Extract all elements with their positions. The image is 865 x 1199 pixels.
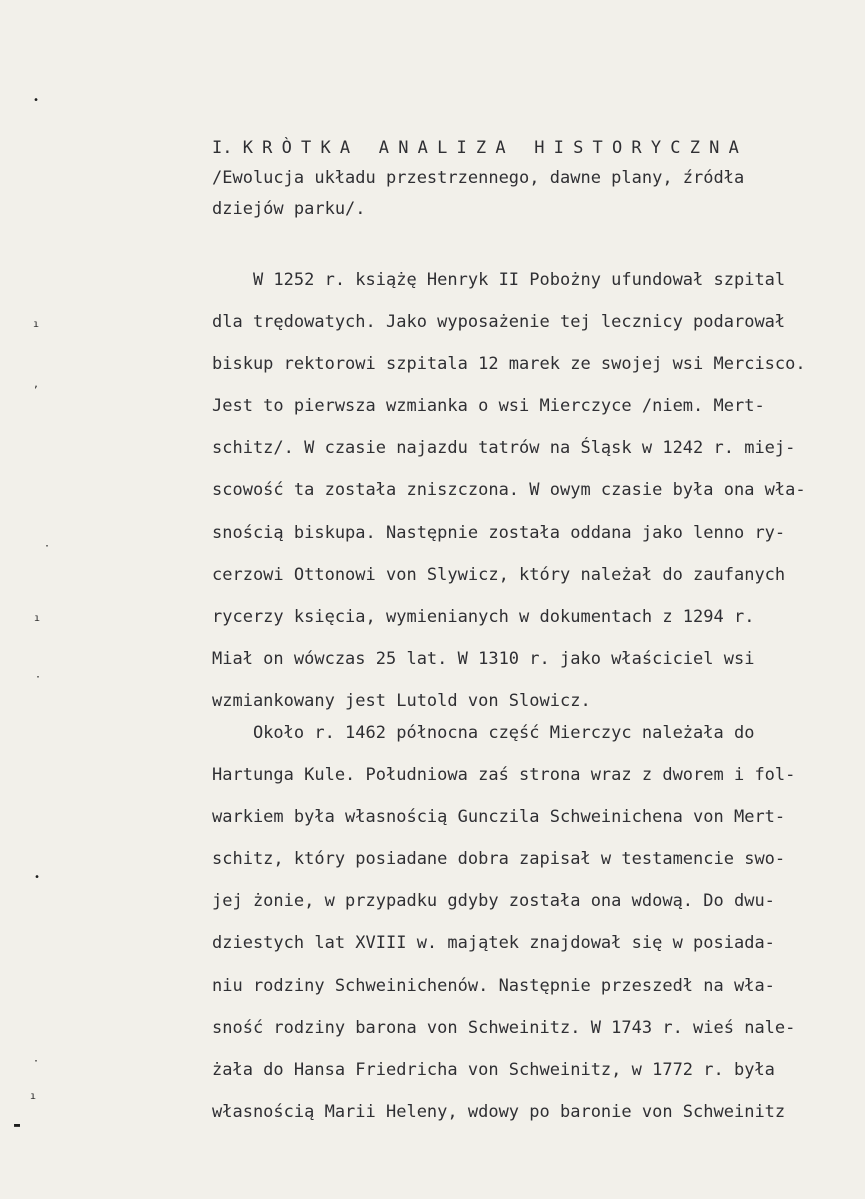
section-heading <box>212 133 748 163</box>
scan-speck: • <box>34 872 41 883</box>
text-line: żała do Hansa Friedricha von Schweinitz, w 1772 r. była <box>212 1059 775 1080</box>
scan-speck: ı <box>33 319 40 330</box>
text-line: schitz/. W czasie najazdu tatrów na Śląsk w 1242 r. miej- <box>212 438 796 459</box>
text-line: Jest to pierwsza wzmianka o wsi Mierczyce /niem. Mert- <box>212 396 765 417</box>
text-line: W 1252 r. książę Henryk II Pobożny ufundował szpital <box>212 270 786 290</box>
subtitle-line: dziejów parku/. <box>212 199 366 219</box>
text-line: biskup rektorowi szpitala 12 marek ze swojej wsi Mercisco. <box>212 354 806 375</box>
section-title: KRÒTKA ANALIZA HISTORYCZNA <box>242 138 749 158</box>
text-line: scowość ta została zniszczona. W owym czasie była ona wła- <box>212 480 806 501</box>
paragraph-1 <box>212 259 806 722</box>
scan-speck: ▬ <box>14 1120 21 1131</box>
scan-speck: ı <box>34 613 41 624</box>
section-number: I. <box>212 138 243 158</box>
section-subtitle <box>212 163 744 225</box>
text-line: snością biskupa. Następnie została oddana jako lenno ry- <box>212 522 786 543</box>
scan-speck: · <box>44 541 51 552</box>
text-line: wzmiankowany jest Lutold von Slowicz. <box>212 690 591 711</box>
text-line: dziestych lat XVIII w. majątek znajdował się w posiada- <box>212 933 775 954</box>
text-line: Około r. 1462 północna część Mierczyc należała do <box>212 723 755 743</box>
scan-speck: · <box>35 672 42 683</box>
text-line: rycerzy księcia, wymienianych w dokumentach z 1294 r. <box>212 606 755 627</box>
text-line: niu rodziny Schweinichenów. Następnie przeszedł na wła- <box>212 975 775 996</box>
text-line: warkiem była własnością Gunczila Schweinichena von Mert- <box>212 807 786 828</box>
text-line: jej żonie, w przypadku gdyby została ona wdową. Do dwu- <box>212 891 775 912</box>
text-line: Hartunga Kule. Południowa zaś strona wraz z dworem i fol- <box>212 765 796 786</box>
scan-speck: , <box>33 379 40 390</box>
text-line: cerzowi Ottonowi von Slywicz, który należał do zaufanych <box>212 564 786 585</box>
paragraph-2 <box>212 712 795 1133</box>
text-line: schitz, który posiadane dobra zapisał w testamencie swo- <box>212 849 786 870</box>
text-line: własnością Marii Heleny, wdowy po baronie von Schweinitz <box>212 1101 786 1122</box>
scan-speck: · <box>33 1056 40 1067</box>
text-line: Miał on wówczas 25 lat. W 1310 r. jako właściciel wsi <box>212 648 755 669</box>
scan-speck: ı <box>30 1091 37 1102</box>
subtitle-line: /Ewolucja układu przestrzennego, dawne plany, źródła <box>212 168 745 188</box>
text-line: dla trędowatych. Jako wyposażenie tej lecznicy podarował <box>212 312 786 333</box>
scan-speck: • <box>33 95 40 106</box>
text-line: sność rodziny barona von Schweinitz. W 1743 r. wieś nale- <box>212 1017 796 1038</box>
